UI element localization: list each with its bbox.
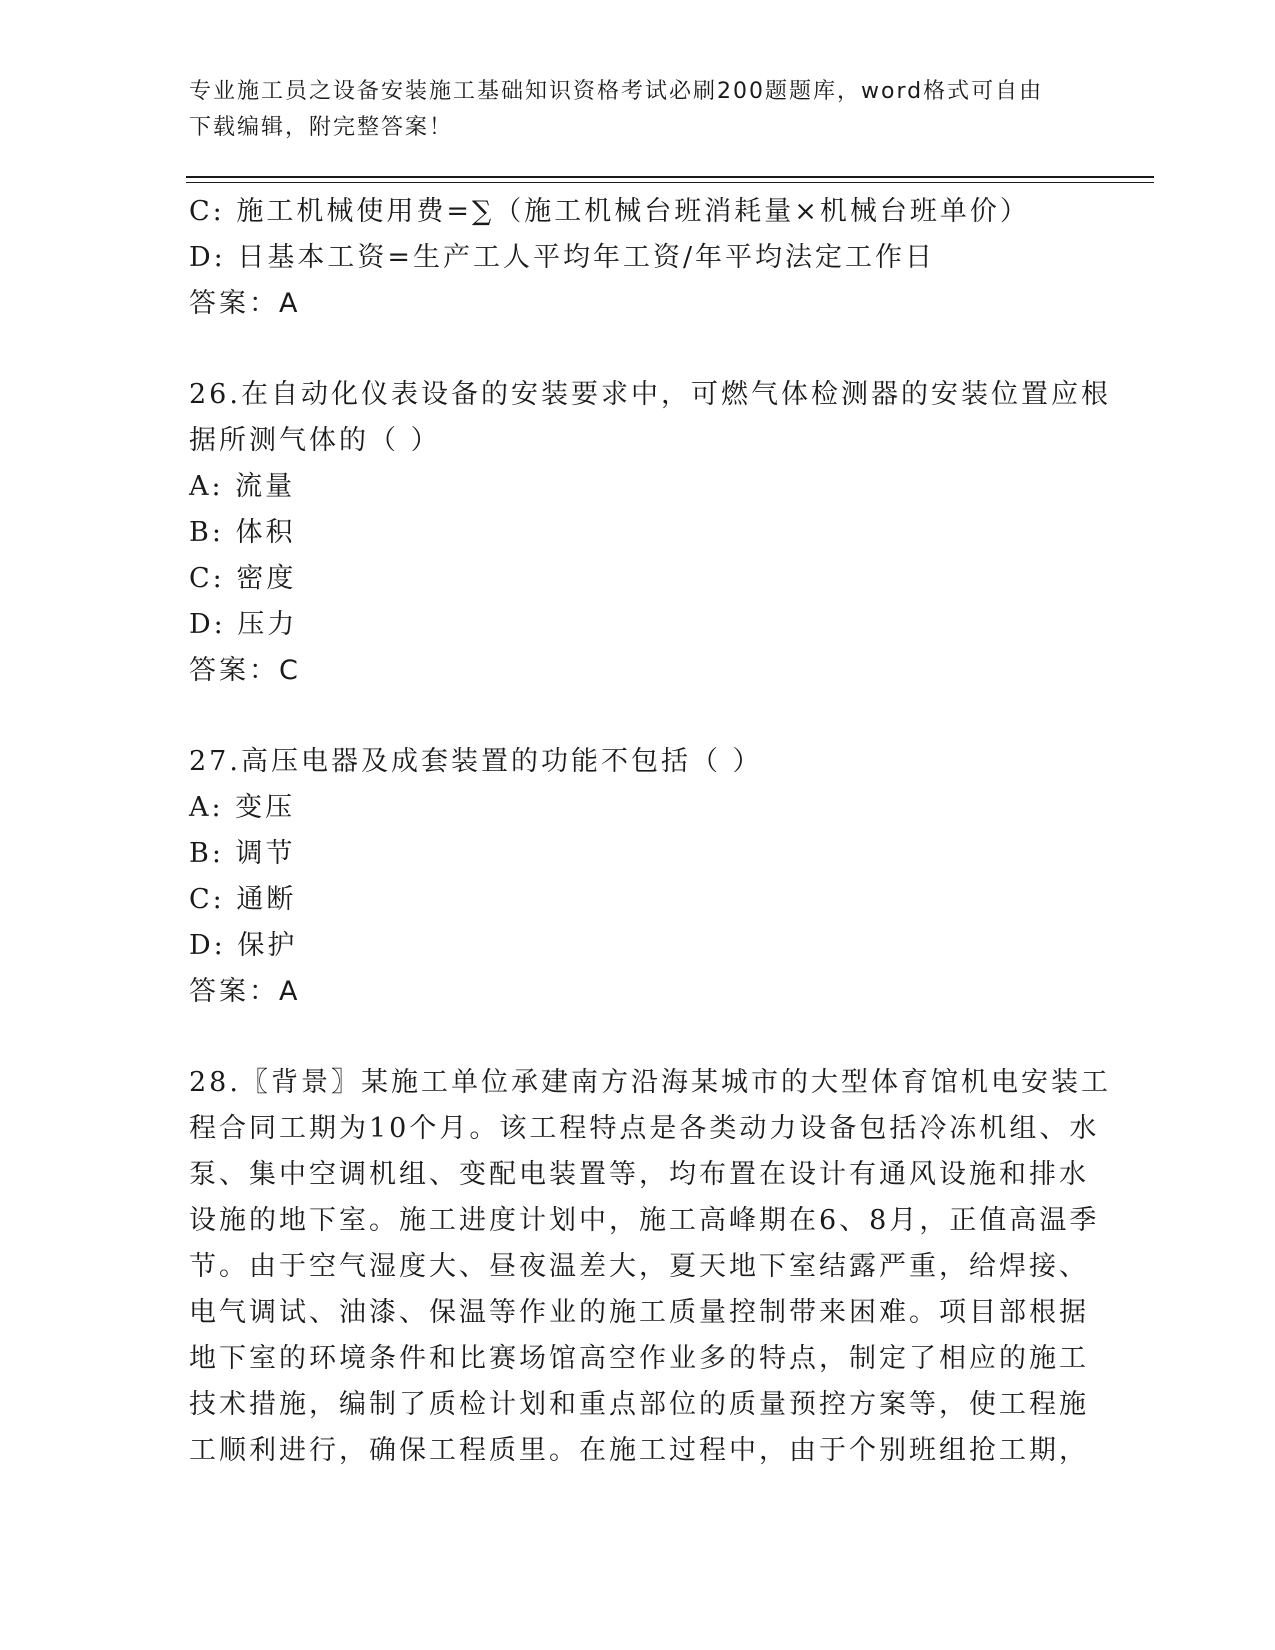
question-paragraph-line: 28.〖背景〗某施工单位承建南方沿海某城市的大型体育馆机电安装工 <box>189 1067 1111 1098</box>
option-a: A: 流量 <box>189 471 296 502</box>
option-d: D: 保护 <box>189 930 298 961</box>
header-line-1: 专业施工员之设备安装施工基础知识资格考试必刷200题题库，word格式可自由 <box>189 79 1044 104</box>
question-paragraph-line: 泵、集中空调机组、变配电装置等，均布置在设计有通风设施和排水 <box>189 1159 1089 1190</box>
answer-text: 答案：A <box>189 976 301 1007</box>
question-paragraph-line: 技术措施，编制了质检计划和重点部位的质量预控方案等，使工程施 <box>189 1389 1089 1420</box>
question-paragraph-line: 地下室的环境条件和比赛场馆高空作业多的特点，制定了相应的施工 <box>189 1343 1089 1374</box>
option-a: A: 变压 <box>189 792 296 823</box>
header-line-2: 下载编辑，附完整答案！ <box>189 115 454 140</box>
question-paragraph-line: 程合同工期为10个月。该工程特点是各类动力设备包括冷冻机组、水 <box>189 1113 1100 1144</box>
document-body <box>189 189 1111 1474</box>
page-header <box>189 74 1069 146</box>
question-stem: 27.高压电器及成套装置的功能不包括（ ） <box>189 746 763 777</box>
option-d: D: 压力 <box>189 609 298 640</box>
option-c: C: 施工机械使用费=∑（施工机械台班消耗量×机械台班单价） <box>189 196 1030 227</box>
question-paragraph-line: 工顺利进行，确保工程质里。在施工过程中，由于个别班组抢工期， <box>189 1435 1089 1466</box>
question-25-tail <box>189 189 1089 327</box>
option-d: D: 日基本工资=生产工人平均年工资/年平均法定工作日 <box>189 242 936 273</box>
option-c: C: 通断 <box>189 884 297 915</box>
question-28 <box>189 1060 1111 1474</box>
question-paragraph-line: 节。由于空气湿度大、昼夜温差大，夏天地下室结露严重，给焊接、 <box>189 1251 1089 1282</box>
option-b: B: 体积 <box>189 517 296 548</box>
header-divider-thin <box>186 182 1154 183</box>
question-stem: 26.在自动化仪表设备的安装要求中，可燃气体检测器的安装位置应根 <box>189 379 1111 410</box>
answer-text: 答案：A <box>189 288 301 319</box>
spacer <box>189 327 1089 372</box>
question-26 <box>189 372 1111 694</box>
option-c: C: 密度 <box>189 563 297 594</box>
question-paragraph-line: 电气调试、油漆、保温等作业的施工质量控制带来困难。项目部根据 <box>189 1297 1089 1328</box>
answer-text: 答案：C <box>189 655 301 686</box>
question-27 <box>189 739 1089 1015</box>
spacer <box>189 694 1089 739</box>
option-b: B: 调节 <box>189 838 296 869</box>
question-stem: 据所测气体的（ ） <box>189 425 441 456</box>
question-paragraph-line: 设施的地下室。施工进度计划中，施工高峰期在6、8月，正值高温季 <box>189 1205 1100 1236</box>
header-divider-thick <box>186 176 1154 178</box>
spacer <box>189 1015 1089 1060</box>
